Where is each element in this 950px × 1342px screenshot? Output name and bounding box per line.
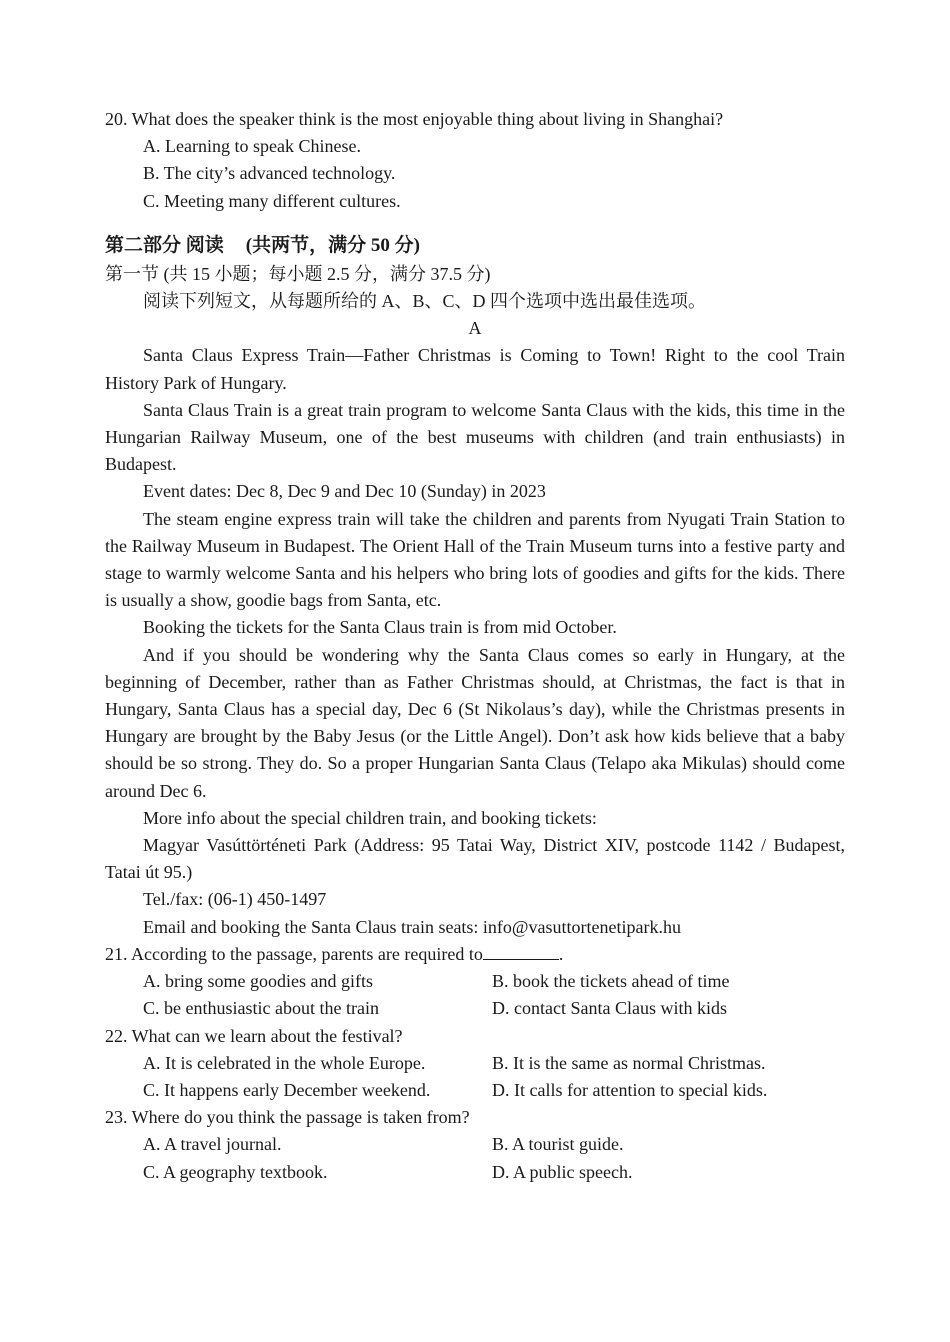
question-21-option-b: B. book the tickets ahead of time (492, 971, 730, 992)
part2-heading (105, 231, 845, 261)
question-23-option-a: A. A travel journal. (143, 1134, 282, 1155)
passage-paragraph: Magyar Vasúttörténeti Park (Address: 95 Tatai Way, District XIV, postcode 1142 / Budapest, Tatai út 95.) (105, 835, 845, 883)
section1-heading: 第一节 (共 15 小题；每小题 2.5 分，满分 37.5 分) (105, 263, 491, 284)
question-21-option-d: D. contact Santa Claus with kids (492, 998, 727, 1019)
question-21-period: . (558, 943, 564, 964)
question-22-option-b: B. It is the same as normal Christmas. (492, 1052, 766, 1073)
question-23-options-row-1 (105, 1131, 845, 1158)
passage-paragraph: Tel./fax: (06-1) 450-1497 (143, 889, 327, 910)
question-22-option-a: A. It is celebrated in the whole Europe. (143, 1052, 426, 1073)
question-20-option-a: A. Learning to speak Chinese. (143, 136, 361, 157)
passage-paragraph: Booking the tickets for the Santa Claus train is from mid October. (143, 617, 617, 638)
question-21-stem (105, 941, 845, 968)
question-21-options-row-2 (105, 995, 845, 1022)
reading-instruction: 阅读下列短文，从每题所给的 A、B、C、D 四个选项中选出最佳选项。 (143, 291, 707, 312)
question-21-text: 21. According to the passage, parents are required to (105, 943, 483, 964)
passage-label: A (468, 318, 482, 339)
question-23-option-c: C. A geography textbook. (143, 1161, 328, 1182)
passage-paragraph: More info about the special children train, and booking tickets: (143, 807, 597, 828)
passage-paragraph: Santa Claus Train is a great train program to welcome Santa Claus with the kids, this time in the Hungarian Railway Museum, one of the best museums with children (and train enthusiasts) in Budapest. (105, 399, 845, 475)
passage-paragraph: Email and booking the Santa Claus train seats: info@vasuttortenetipark.hu (143, 916, 681, 937)
part2-title: 第二部分 阅读 (105, 234, 224, 256)
question-21-option-a: A. bring some goodies and gifts (143, 971, 373, 992)
question-22-option-d: D. It calls for attention to special kids. (492, 1079, 768, 1100)
passage-paragraph: And if you should be wondering why the Santa Claus comes so early in Hungary, at the beginning of December, rather than as Father Christmas should, at Christmas, the fact is that in Hungary, Santa Claus has a special day, Dec 6 (St Nikolaus’s day), while the Christmas presents in Hungary are brought by the Baby Jesus (or the Little Angel). Don’t ask how kids believe that a baby should be so strong. They do. So a proper Hungarian Santa Claus (Telapo aka Mikulas) should come around Dec 6. (105, 644, 845, 801)
question-22-option-c: C. It happens early December weekend. (143, 1079, 431, 1100)
question-22-stem: 22. What can we learn about the festival? (105, 1025, 403, 1046)
question-23-option-d: D. A public speech. (492, 1161, 633, 1182)
question-20-option-b: B. The city’s advanced technology. (143, 163, 396, 184)
page-content (105, 106, 845, 1186)
part2-score: (共两节，满分 50 分) (245, 234, 420, 256)
question-23-option-b: B. A tourist guide. (492, 1134, 624, 1155)
question-22-options-row-1 (105, 1050, 845, 1077)
passage-paragraph: Santa Claus Express Train—Father Christmas is Coming to Town! Right to the cool Train History Park of Hungary. (105, 345, 845, 393)
question-21-option-c: C. be enthusiastic about the train (143, 998, 379, 1019)
question-23-stem: 23. Where do you think the passage is taken from? (105, 1107, 470, 1128)
passage-paragraph: Event dates: Dec 8, Dec 9 and Dec 10 (Sunday) in 2023 (143, 481, 546, 502)
passage-paragraph: The steam engine express train will take the children and parents from Nyugati Train Station to the Railway Museum in Budapest. The Orient Hall of the Train Museum turns into a festive party and stage to warmly welcome Santa and his helpers who bring lots of goodies and gifts for the kids. There is usually a show, goodie bags from Santa, etc. (105, 508, 845, 611)
question-23-options-row-2 (105, 1159, 845, 1186)
answer-blank (483, 943, 559, 960)
question-20-option-c: C. Meeting many different cultures. (143, 190, 401, 211)
question-21-options-row-1 (105, 968, 845, 995)
question-22-options-row-2 (105, 1077, 845, 1104)
question-20-stem: 20. What does the speaker think is the most enjoyable thing about living in Shanghai? (105, 109, 724, 129)
